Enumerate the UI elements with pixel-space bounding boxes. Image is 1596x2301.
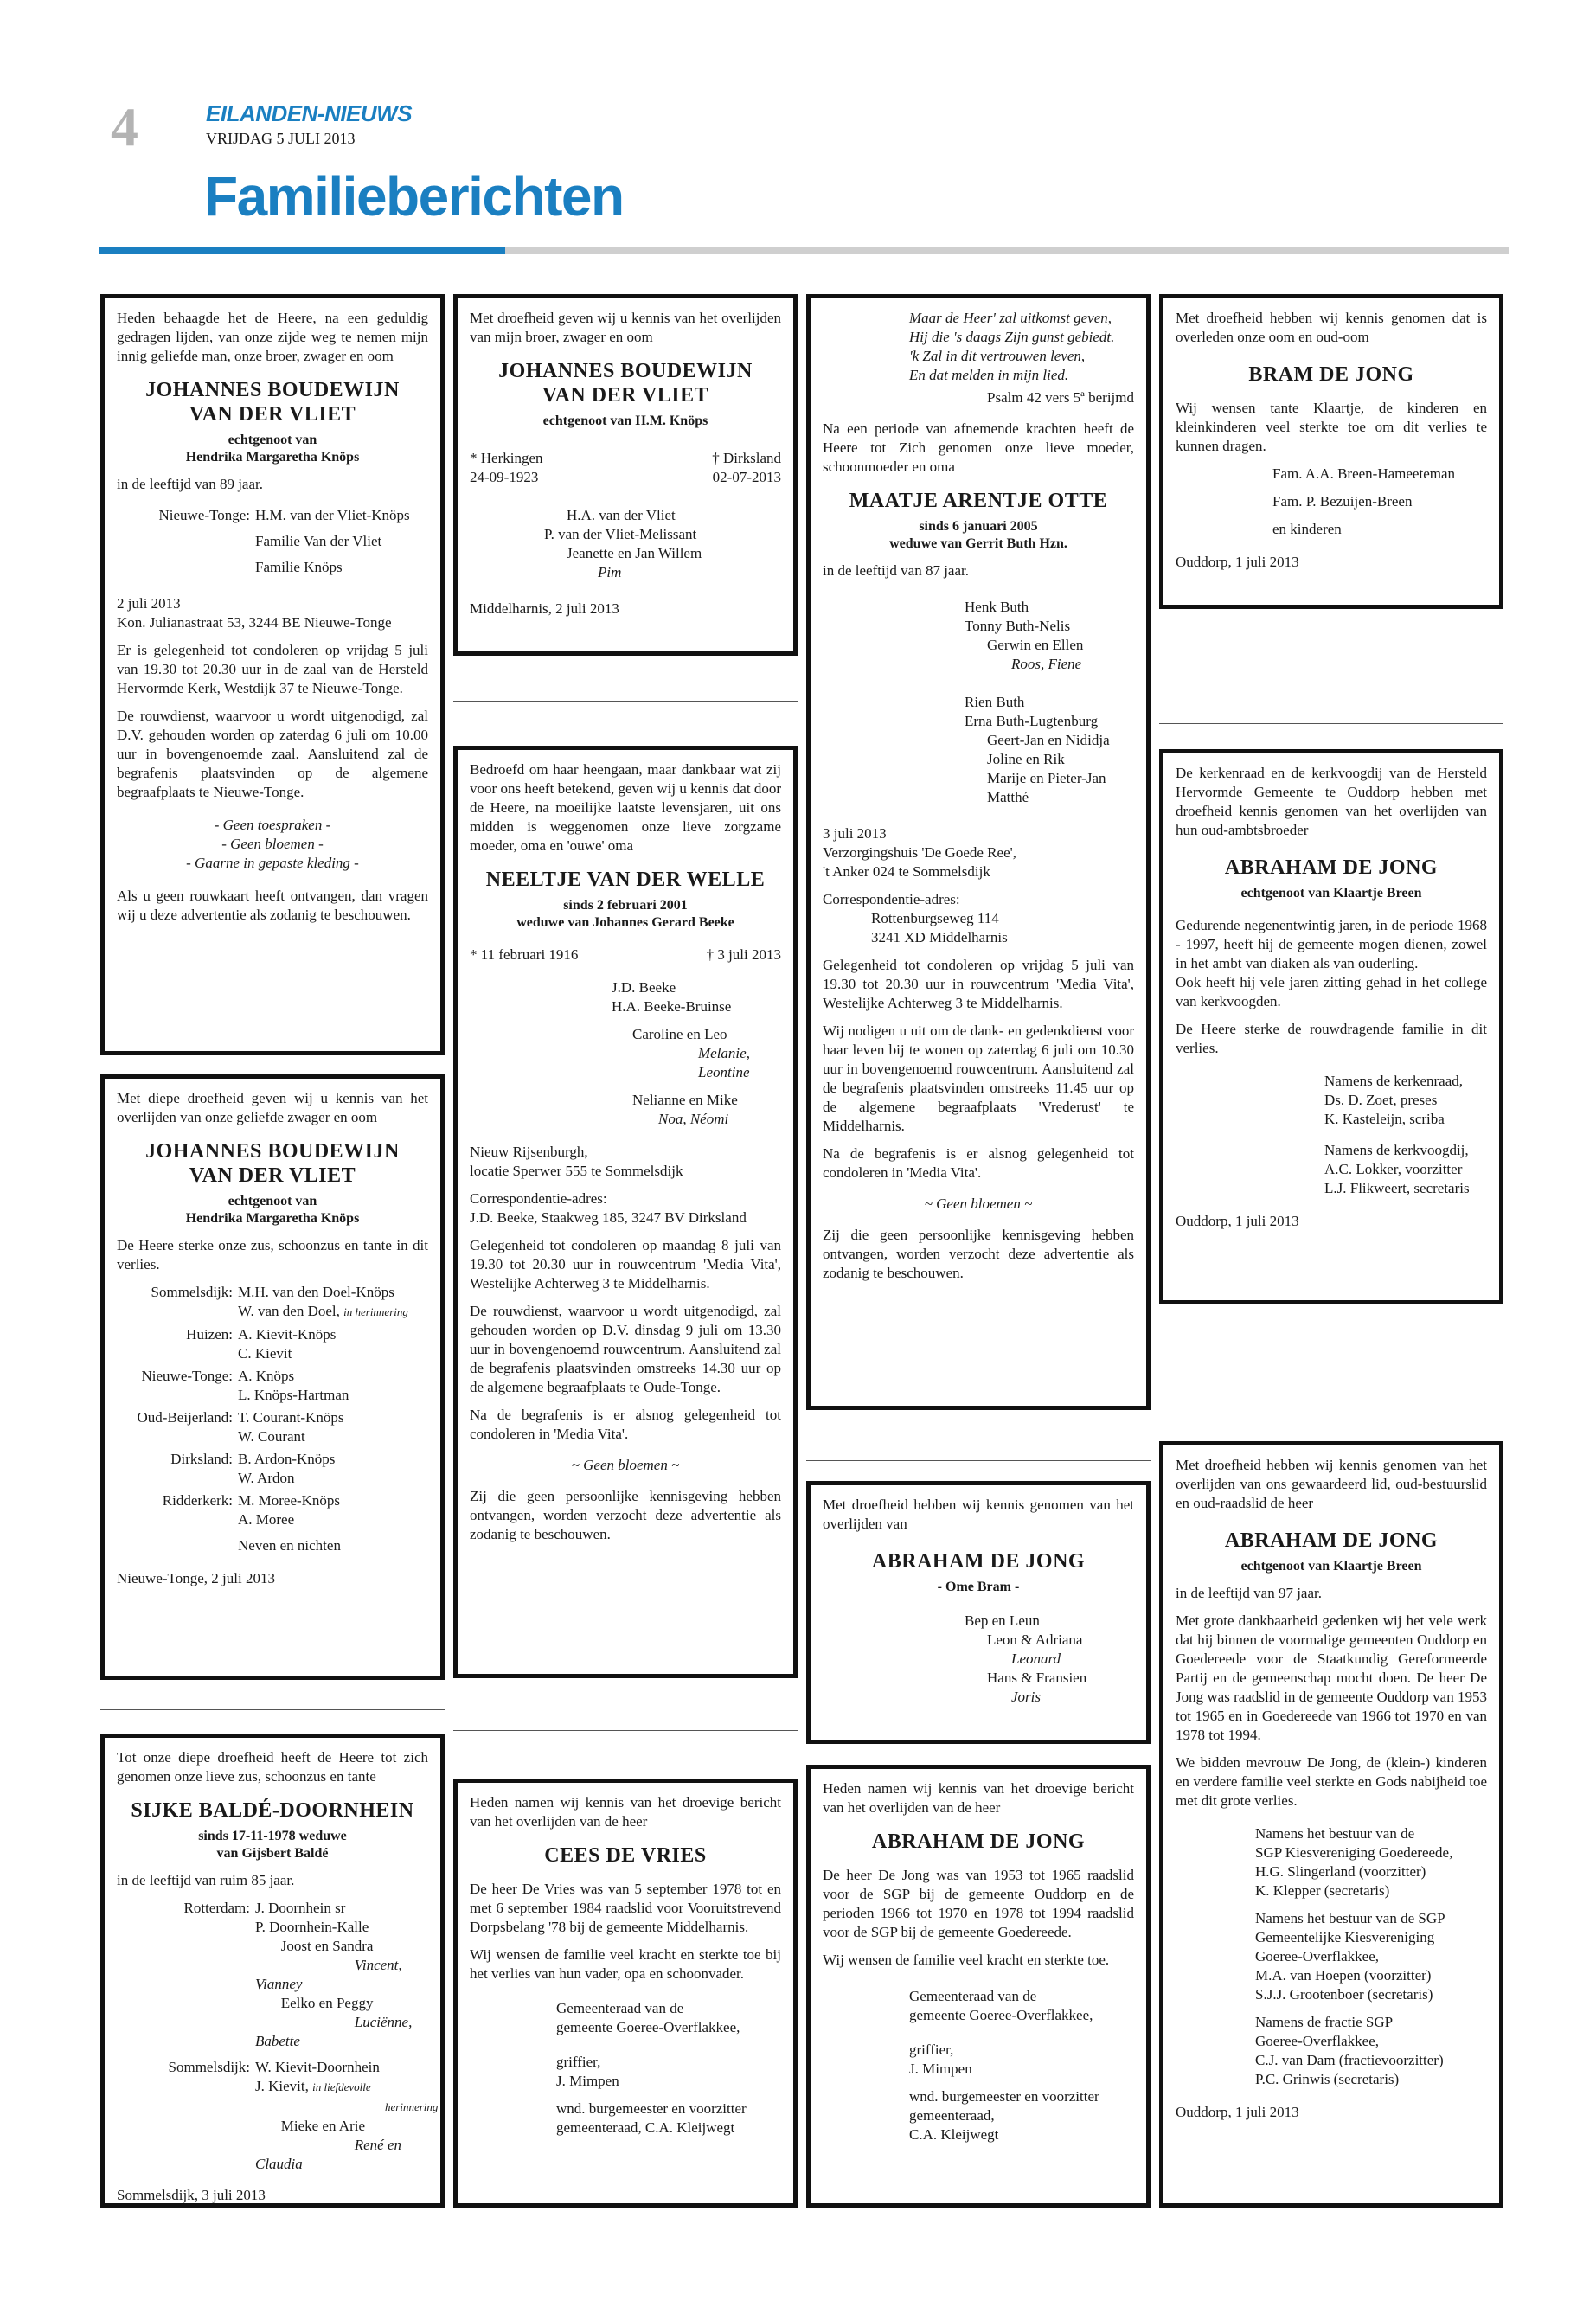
separator: [453, 1730, 798, 1731]
family-entry: Oud-Beijerland: T. Courant-Knöps W. Courant: [117, 1408, 428, 1446]
ad-intro: Met droefheid hebben wij kennis genomen dat is overleden onze oom en oud-oom: [1176, 310, 1487, 345]
ad-paragraph: Wij wensen de familie veel kracht en sterkte toe bij het verlies van hun vader, opa en schoonvader.: [470, 1946, 781, 1982]
ad-location: Verzorgingshuis 'De Goede Ree',: [823, 844, 1016, 861]
header-rule-gray: [505, 247, 1509, 254]
ad-location: locatie Sperwer 555 te Sommelsdijk: [470, 1163, 683, 1179]
nickname: - Ome Bram -: [937, 1580, 1020, 1594]
ad-paragraph: Na de begrafenis is er alsnog gelegenheid tot condoleren in 'Media Vita'.: [823, 1145, 1134, 1181]
spouse-line: echtgenoot van H.M. Knöps: [542, 413, 708, 428]
separator: [100, 1709, 445, 1710]
family-list: J.D. Beeke H.A. Beeke-Bruinse Caroline en Leo Melanie, Leontine Nelianne en Mike Noa, Néomi: [612, 979, 750, 1127]
ad-paragraph: Als u geen rouwkaart heeft ontvangen, dan vragen wij u deze advertentie als zodanig te beschouwen.: [117, 888, 428, 923]
ad-johannes-2: [100, 1074, 445, 1680]
family-entry: Ridderkerk: M. Moree-Knöps A. Moree: [117, 1491, 428, 1529]
ad-paragraph: Met grote dankbaarheid gedenken wij het vele werk dat hij binnen de voormalige gemeenten Ouddorp en Goedereede voor de Staatkundig Gereformeerde Partij en de gemeenschap mocht doen. De heer De Jong was raadslid in de gemeente Ouddorp van 1953 tot 1965 en in Goedereede van 1966 tot 1970 en van 1978 tot 1994.: [1176, 1612, 1487, 1743]
deceased-name: ABRAHAM DE JONG: [1224, 856, 1439, 879]
ad-abraham-gemeenteraad: [806, 1765, 1151, 2208]
spouse-line: echtgenoot van Klaartje Breen: [1240, 1559, 1422, 1574]
ad-sijke: [100, 1734, 445, 2208]
deceased-name: SIJKE BALDÉ-DOORNHEIN: [131, 1799, 414, 1822]
spouse-line: echtgenoot van Hendrika Margaretha Knöps: [185, 433, 360, 465]
ad-location: Nieuw Rijsenburgh,: [470, 1144, 588, 1160]
ad-date: 2 juli 2013: [117, 595, 181, 612]
ad-footer: Sommelsdijk, 3 juli 2013: [117, 2187, 266, 2203]
age-line: in de leeftijd van ruim 85 jaar.: [117, 1872, 295, 1888]
spouse-line: sinds 17-11-1978 weduwe van Gijsbert Baldé: [198, 1829, 347, 1861]
ad-date: 3 juli 2013: [823, 825, 887, 842]
ad-johannes-1: [100, 294, 445, 1055]
ad-address: Kon. Julianastraat 53, 3244 BE Nieuwe-Tonge: [117, 614, 392, 631]
signature-block: Gemeenteraad van de gemeente Goeree-Overflakkee, griffier, J. Mimpen wnd. burgemeester en voorzitter gemeenteraad, C.A. Kleijwegt: [556, 2000, 747, 2136]
ad-footer: Nieuwe-Tonge, 2 juli 2013: [117, 1570, 275, 1586]
ad-paragraph: Zij die geen persoonlijke kennisgeving hebben ontvangen, worden verzocht deze advertentie als zodanig te beschouwen.: [470, 1488, 781, 1542]
ad-wish: ~ Geen bloemen ~: [571, 1457, 680, 1473]
family-entry: Dirksland: B. Ardon-Knöps W. Ardon: [117, 1450, 428, 1488]
ad-intro: Bedroefd om haar heengaan, maar dankbaar wat zij voor ons heeft betekend, geven wij u kennis dat door de Heere, na moeilijke laatste levensjaren, uit ons midden is weggenomen onze lieve zorgzame moeder, oma en 'ouwe' oma: [470, 761, 781, 854]
deceased-name: BRAM DE JONG: [1248, 363, 1414, 386]
ad-cees: [453, 1779, 798, 2208]
ad-maatje: [806, 294, 1151, 1410]
deceased-name: ABRAHAM DE JONG: [871, 1550, 1086, 1573]
separator: [453, 701, 798, 702]
spouse-line: echtgenoot van Klaartje Breen: [1240, 886, 1422, 901]
ad-correspondence-address: 3241 XD Middelharnis: [871, 929, 1008, 945]
verse: Maar de Heer' zal uitkomst geven, Hij die 's daags Zijn gunst gebiedt. 'k Zal in dit vertrouwen leven, En dat melden in mijn lied.: [909, 310, 1115, 383]
family-entry: Sommelsdijk: W. Kievit-Doornhein J. Kievit, in liefdevolle herinnering Mieke en Arie René en Claudia: [117, 2058, 428, 2174]
ad-footer: Ouddorp, 1 juli 2013: [1176, 2104, 1299, 2120]
ad-neeltje: [453, 746, 798, 1678]
ad-wish: - Geen toespraken -: [214, 817, 331, 833]
ad-paragraph: De rouwdienst, waarvoor u wordt uitgenodigd, zal gehouden worden op D.V. dinsdag 9 juli om 13.30 uur in bovengenoemd rouwcentrum. Aansluitend zal de begrafenis plaatsvinden omstreeks 14.30 uur op de algemene begraafplaats te Oude-Tonge.: [470, 1303, 781, 1395]
ad-intro: Met droefheid hebben wij kennis genomen van het overlijden van: [823, 1497, 1134, 1532]
family-place: Nieuwe-Tonge:: [158, 507, 250, 523]
spouse-line: sinds 2 februari 2001 weduwe van Johannes Gerard Beeke: [516, 898, 734, 930]
ad-paragraph: Gedurende negenentwintig jaren, in de periode 1968 - 1997, heeft hij de gemeente mogen dienen, zowel in het ambt van diaken als van ouderling.: [1176, 917, 1487, 971]
signature-block: Gemeenteraad van de gemeente Goeree-Overflakkee, griffier, J. Mimpen wnd. burgemeester en voorzitter gemeenteraad, C.A. Kleijwegt: [909, 1988, 1099, 2143]
page-number: 4: [111, 96, 138, 157]
ad-intro: Heden behaagde het de Heere, na een geduldig gedragen lijden, van onze zijde weg te nemen mijn innig geliefde man, onze broer, zwager en oom: [117, 310, 428, 364]
ad-paragraph: Wij wensen tante Klaartje, de kinderen en kleinkinderen veel sterkte toe om dit verlies te kunnen dragen.: [1176, 400, 1487, 454]
ad-intro: Na een periode van afnemende krachten heeft de Heere tot Zich genomen onze lieve moeder, schoonmoeder en oma: [823, 420, 1134, 475]
family-name: Neven en nichten: [238, 1537, 341, 1554]
ad-wish: ~ Geen bloemen ~: [924, 1195, 1033, 1212]
ad-footer: Middelharnis, 2 juli 2013: [470, 600, 619, 617]
ad-paragraph: Gelegenheid tot condoleren op maandag 8 juli van 19.30 tot 20.30 uur in rouwcentrum 'Media Vita', Westelijke Achterweg 3 te Middelharnis.: [470, 1237, 781, 1292]
ad-intro: Tot onze diepe droefheid heeft de Heere tot zich genomen onze lieve zus, schoonzus en tante: [117, 1749, 428, 1785]
deceased-name: MAATJE ARENTJE OTTE: [849, 490, 1108, 512]
ad-intro: Heden namen wij kennis van het droevige bericht van het overlijden van de heer: [470, 1794, 781, 1830]
life-dates: * 11 februari 1916 † 3 juli 2013: [470, 946, 781, 963]
family-place: Rotterdam:: [183, 1900, 250, 1916]
separator: [1159, 723, 1503, 724]
ad-abraham-sgp: [1159, 1441, 1503, 2208]
spouse-line: echtgenoot van Hendrika Margaretha Knöps: [185, 1194, 360, 1226]
deceased-name: JOHANNES BOUDEWIJN VAN DER VLIET: [498, 360, 753, 407]
spouse-line: sinds 6 januari 2005 weduwe van Gerrit Buth Hzn.: [889, 519, 1067, 551]
ad-wish: - Geen bloemen -: [221, 836, 324, 852]
age-line: in de leeftijd van 89 jaar.: [117, 476, 263, 492]
verse-reference: Psalm 42 vers 5ª berijmd: [987, 389, 1134, 406]
ad-intro: Met droefheid hebben wij kennis genomen van het overlijden van ons gewaardeerd lid, oud-bestuurslid en oud-raadslid de heer: [1176, 1457, 1487, 1511]
ad-paragraph: Wij wensen de familie veel kracht en sterkte toe.: [823, 1952, 1110, 1968]
signature-block: Namens de kerkenraad, Ds. D. Zoet, preses K. Kasteleijn, scriba Namens de kerkvoogdij, A.C. Lokker, voorzitter L.J. Flikweert, secretaris: [1324, 1073, 1470, 1196]
family-name: Familie Van der Vliet: [255, 533, 382, 549]
section-title: Familieberichten: [204, 165, 624, 228]
family-place: Huizen:: [186, 1326, 233, 1343]
ad-paragraph: De Heere sterke onze zus, schoonzus en tante in dit verlies.: [117, 1237, 428, 1272]
deceased-name: JOHANNES BOUDEWIJN VAN DER VLIET: [145, 1140, 400, 1187]
ad-intro: Heden namen wij kennis van het droevige bericht van het overlijden van de heer: [823, 1780, 1134, 1816]
family-place: Oud-Beijerland:: [137, 1409, 233, 1426]
family-place: Ridderkerk:: [162, 1492, 233, 1509]
ad-paragraph: Ook heeft hij vele jaren zitting gehad in het college van kerkvoogden.: [1176, 974, 1487, 1009]
ad-correspondence-address: J.D. Beeke, Staakweg 185, 3247 BV Dirksland: [470, 1209, 747, 1226]
ad-location: 't Anker 024 te Sommelsdijk: [823, 863, 990, 880]
family-list: Henk Buth Tonny Buth-Nelis Gerwin en Ellen Roos, Fiene Rien Buth Erna Buth-Lugtenburg Geert-Jan en Nididja Joline en Rik Marije en Pieter-Jan Matthé: [965, 599, 1110, 805]
life-dates: 24-09-1923 02-07-2013: [470, 469, 781, 485]
ad-paragraph: De Heere sterke de rouwdragende familie in dit verlies.: [1176, 1021, 1487, 1056]
ad-paragraph: De heer De Jong was van 1953 tot 1965 raadslid voor de SGP bij de gemeente Ouddorp en de perioden 1966 tot 1970 en 1978 tot 1994 raadslid voor de SGP bij de gemeente Goedereede.: [823, 1867, 1134, 1940]
issue-date: VRIJDAG 5 JULI 2013: [206, 130, 356, 147]
ad-correspondence: Correspondentie-adres:: [823, 891, 960, 907]
header-rule-blue: [99, 247, 505, 254]
ad-bram: [1159, 294, 1503, 609]
ad-paragraph: Wij nodigen u uit om de dank- en gedenkdienst voor haar leven bij te wonen op zaterdag 6 juli om 10.30 uur in bovengenoemd rouwcentrum. Aansluitend zal de begrafenis plaatsvinden omstreeks 11.45 uur op de algemene begraafplaats 'Vrederust' te Middelharnis.: [823, 1022, 1134, 1134]
family-entry: Huizen: A. Kievit-Knöps C. Kievit: [117, 1325, 428, 1363]
age-line: in de leeftijd van 97 jaar.: [1176, 1585, 1322, 1601]
family-entry: Nieuwe-Tonge: A. Knöps L. Knöps-Hartman: [117, 1367, 428, 1405]
family-name: H.M. van der Vliet-Knöps: [255, 507, 410, 523]
ad-intro: Met diepe droefheid geven wij u kennis van het overlijden van onze geliefde zwager en oom: [117, 1090, 428, 1125]
family-entry: Sommelsdijk: M.H. van den Doel-Knöps W. van den Doel, in herinnering: [117, 1283, 428, 1322]
life-dates: * Herkingen † Dirksland: [470, 450, 781, 466]
family-place: Nieuwe-Tonge:: [141, 1368, 233, 1384]
ad-paragraph: We bidden mevrouw De Jong, de (klein-) kinderen en verdere familie veel sterkte en Gods nabijheid toe met dit grote verlies.: [1176, 1754, 1487, 1809]
ad-paragraph: Na de begrafenis is er alsnog gelegenheid tot condoleren in 'Media Vita'.: [470, 1407, 781, 1442]
ad-correspondence-address: Rottenburgseweg 114: [871, 910, 999, 926]
family-list: Bep en Leun Leon & Adriana Leonard Hans & Fransien Joris: [965, 1612, 1087, 1705]
ad-wish: - Gaarne in gepaste kleding -: [186, 855, 359, 871]
family-entry: Rotterdam: J. Doornhein sr P. Doornhein-Kalle Joost en Sandra Vincent, Vianney Eelko en Peggy Luciënne, Babette: [117, 1899, 428, 2051]
newspaper-logo: EILANDEN-NIEUWS: [206, 100, 413, 126]
ad-intro: De kerkenraad en de kerkvoogdij van de Hersteld Hervormde Gemeente te Ouddorp hebben met droefheid kennis genomen van het overlijden van hun oud-ambtsbroeder: [1176, 765, 1487, 838]
separator: [806, 1460, 1151, 1461]
ad-paragraph: Zij die geen persoonlijke kennisgeving hebben ontvangen, worden verzocht deze advertentie als zodanig te beschouwen.: [823, 1227, 1134, 1281]
ad-abraham-ome-bram: [806, 1481, 1151, 1744]
signature-block: Namens het bestuur van de SGP Kiesvereniging Goedereede, H.G. Slingerland (voorzitter) K. Klepper (secretaris) Namens het bestuur van de SGP Gemeentelijke Kiesvereniging Goeree-Overflakkee, M.A. van Hoepen (voorzitter) S.J.J. Grootenboer (secretaris) Namens de fractie SGP Goeree-Overflakkee, C.J. van Dam (fractievoorzitter) P.C. Grinwis (secretaris): [1255, 1825, 1453, 2087]
deceased-name: JOHANNES BOUDEWIJN VAN DER VLIET: [145, 379, 400, 426]
ad-paragraph: De rouwdienst, waarvoor u wordt uitgenodigd, zal D.V. gehouden worden op zaterdag 6 juli om 10.00 uur in bovengenoemde zaal. Aansluitend zal de begrafenis plaatsvinden op de algemene begraafplaats te Nieuwe-Tonge.: [117, 708, 428, 800]
family-place: Dirksland:: [170, 1451, 233, 1467]
deceased-name: ABRAHAM DE JONG: [1224, 1529, 1439, 1552]
ad-footer: Ouddorp, 1 juli 2013: [1176, 1213, 1299, 1229]
deceased-name: NEELTJE VAN DER WELLE: [485, 868, 766, 891]
age-line: in de leeftijd van 87 jaar.: [823, 562, 969, 579]
deceased-name: ABRAHAM DE JONG: [871, 1830, 1086, 1853]
family-place: Sommelsdijk:: [168, 2059, 250, 2075]
ad-paragraph: Gelegenheid tot condoleren op vrijdag 5 juli van 19.30 tot 20.30 uur in rouwcentrum 'Media Vita', Westelijke Achterweg 3 te Middelharnis.: [823, 957, 1134, 1011]
family-place: Sommelsdijk:: [151, 1284, 233, 1300]
ad-paragraph: Er is gelegenheid tot condoleren op vrijdag 5 juli van 19.30 tot 20.30 uur in de zaal van de Hersteld Hervormde Kerk, Westdijk 37 te Nieuwe-Tonge.: [117, 642, 428, 696]
ad-intro: Met droefheid geven wij u kennis van het overlijden van mijn broer, zwager en oom: [470, 310, 781, 345]
ad-abraham-kerkenraad: [1159, 749, 1503, 1304]
family-list: [117, 1283, 428, 1555]
ad-footer: Ouddorp, 1 juli 2013: [1176, 554, 1299, 570]
signature-block: Fam. A.A. Breen-Hameeteman Fam. P. Bezuijen-Breen en kinderen: [1272, 465, 1456, 537]
ad-paragraph: De heer De Vries was van 5 september 1978 tot en met 6 september 1984 raadslid voor Vooruitstrevend Dorpsbelang '78 bij de gemeente Middelharnis.: [470, 1881, 781, 1935]
deceased-name: CEES DE VRIES: [544, 1844, 707, 1867]
family-list: H.A. van der Vliet P. van der Vliet-Melissant Jeanette en Jan Willem Pim: [544, 507, 702, 580]
ad-johannes-3: [453, 294, 798, 656]
ad-correspondence: Correspondentie-adres:: [470, 1190, 607, 1207]
family-name: Familie Knöps: [255, 559, 343, 575]
